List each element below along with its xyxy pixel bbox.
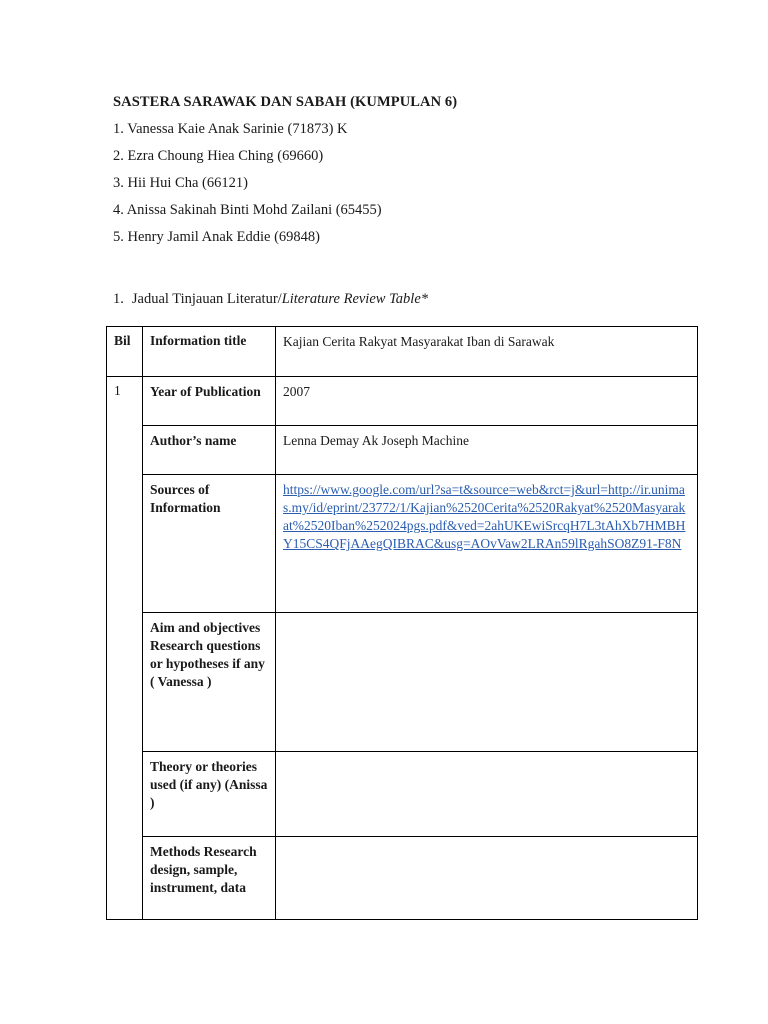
member-item: 2. Ezra Choung Hiea Ching (69660) [113, 148, 324, 164]
row-value-methods [276, 837, 698, 920]
section-text: Jadual Tinjauan Literatur/ [131, 291, 282, 307]
member-item: 4. Anissa Sakinah Binti Mohd Zailani (65455) [113, 202, 382, 218]
member-item: 5. Henry Jamil Anak Eddie (69848) [113, 229, 320, 245]
row-label-author: Author’s name [143, 426, 276, 475]
section-heading [113, 291, 428, 308]
row-value-author: Lenna Demay Ak Joseph Machine [276, 426, 698, 475]
member-list [113, 121, 382, 256]
row-label-sources: Sources of Information [143, 475, 276, 613]
table-row [107, 377, 698, 426]
information-title-value: Kajian Cerita Rakyat Masyarakat Iban di Sarawak [276, 327, 698, 377]
document-title: SASTERA SARAWAK DAN SABAH (KUMPULAN 6) [113, 94, 458, 110]
section-text-italic: Literature Review Table* [281, 291, 429, 307]
header-bil: Bil [107, 327, 143, 377]
table-row [107, 752, 698, 837]
table-row [107, 613, 698, 752]
table-row [107, 426, 698, 475]
row-value-year: 2007 [276, 377, 698, 426]
table-row [107, 837, 698, 920]
row-number: 1 [107, 377, 143, 920]
member-item: 3. Hii Hui Cha (66121) [113, 175, 248, 191]
row-label-year: Year of Publication [143, 377, 276, 426]
row-label-methods: Methods Research design, sample, instrument, data [143, 837, 276, 920]
source-link[interactable]: https://www.google.com/url?sa=t&source=web&rct=j&url=http://ir.unimas.my/id/eprint/23772/1/Kajian%2520Cerita%2520Rakyat%2520Masyarakat%2520Iban%252024pgs.pdf&ved=2ahUKEwiSrcqH7L3tAhXb7HMBHY15CS4QFjAAegQIBRAC&usg=AOvVaw2LRAn59lRgahSO8Z91-F8N [283, 482, 686, 551]
row-value-theory [276, 752, 698, 837]
header-information-title: Information title [143, 327, 276, 377]
table-row [107, 475, 698, 613]
table-header-row [107, 327, 698, 377]
row-label-theory: Theory or theories used (if any) (Anissa ) [143, 752, 276, 837]
row-value-aim [276, 613, 698, 752]
section-number: 1. [113, 291, 124, 307]
row-value-sources [276, 475, 698, 613]
literature-review-table [106, 326, 698, 920]
row-label-aim: Aim and objectives Research questions or hypotheses if any ( Vanessa ) [143, 613, 276, 752]
member-item: 1. Vanessa Kaie Anak Sarinie (71873) K [113, 121, 348, 137]
